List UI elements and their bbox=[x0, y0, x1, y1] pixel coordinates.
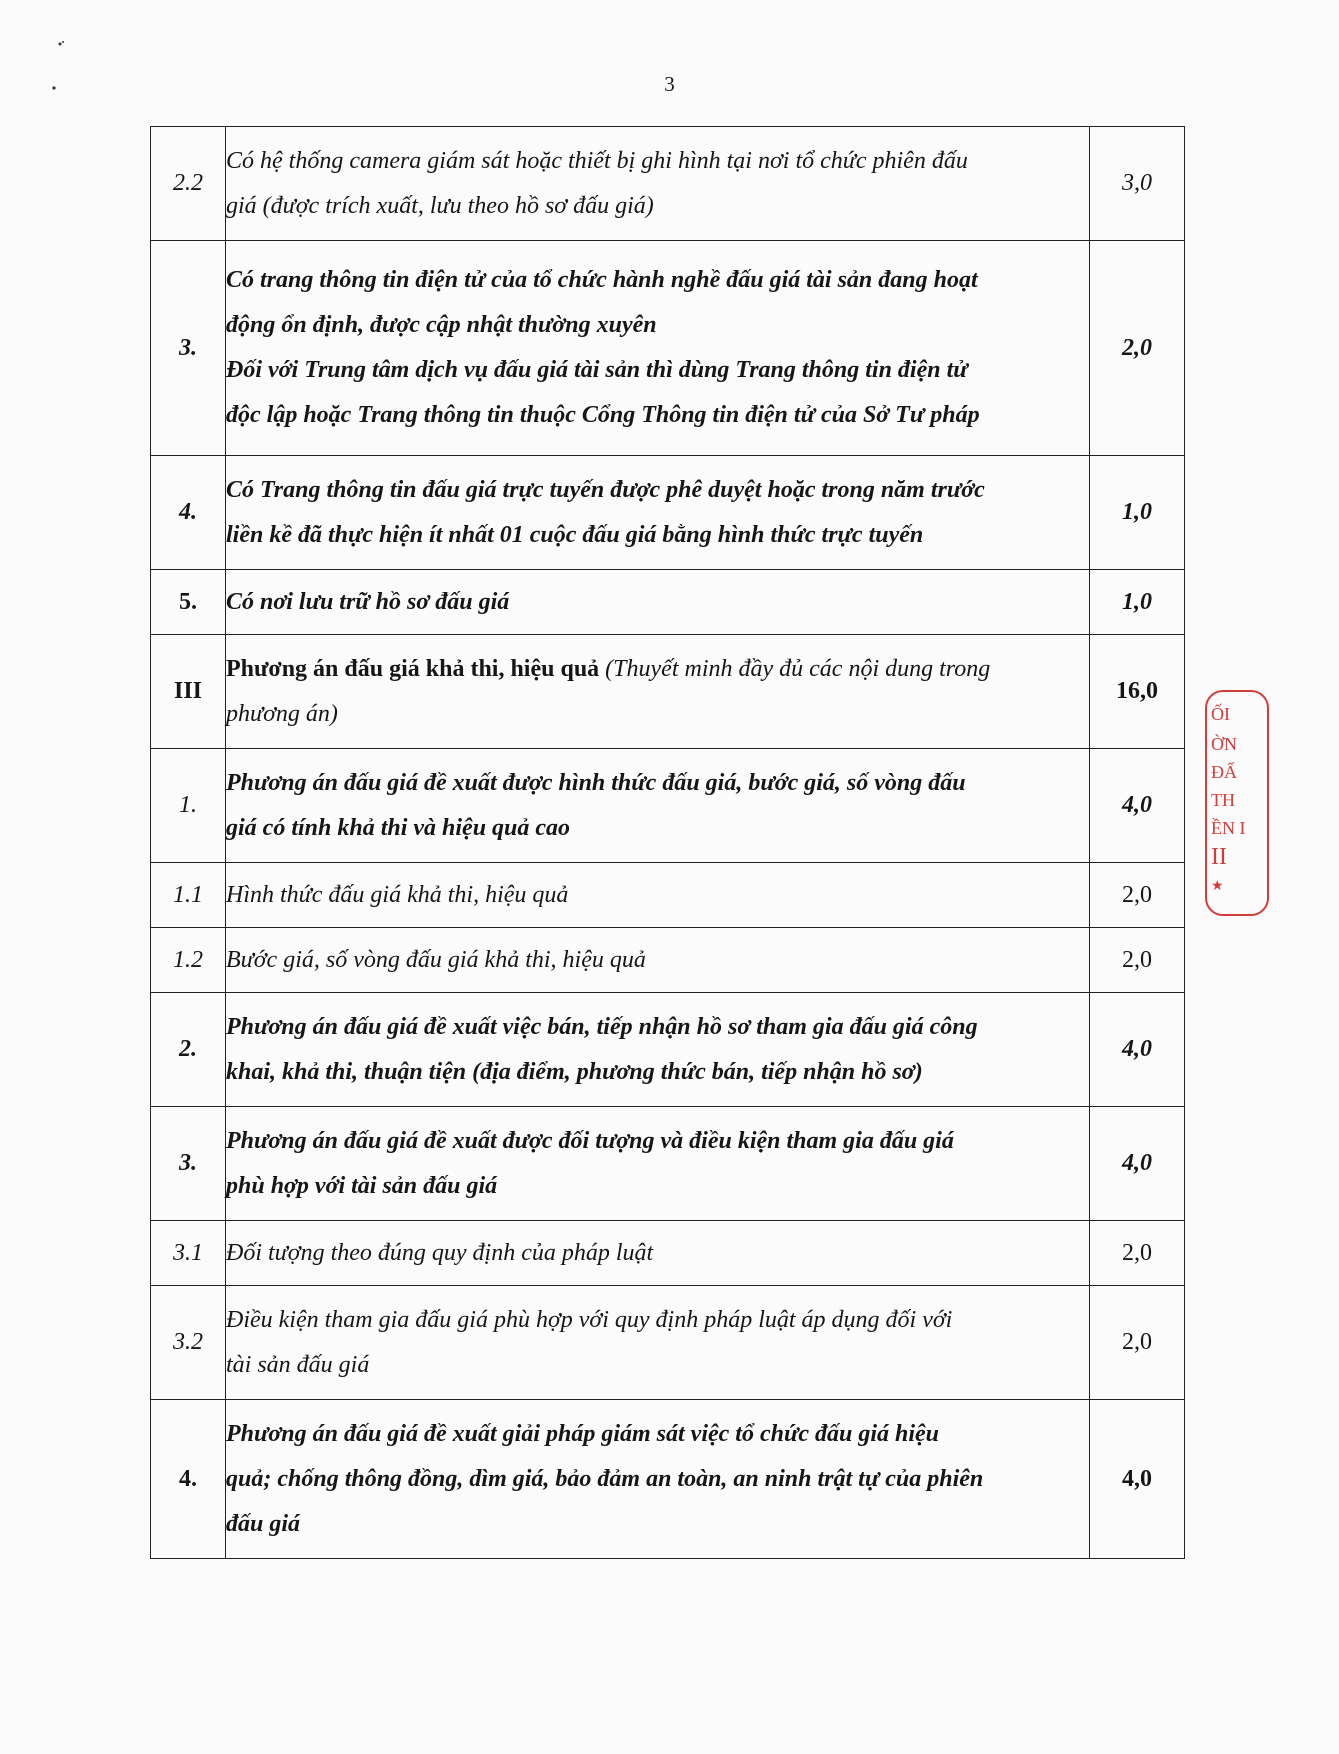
criteria-table bbox=[150, 126, 1185, 1559]
row-number: 2. bbox=[151, 993, 226, 1107]
row-number: 2.2 bbox=[151, 127, 226, 241]
row-score: 4,0 bbox=[1090, 1107, 1185, 1221]
table-row bbox=[151, 928, 1185, 993]
table-row bbox=[151, 1221, 1185, 1286]
seal-stamp bbox=[1205, 690, 1246, 912]
row-number: 4. bbox=[151, 456, 226, 570]
row-score: 2,0 bbox=[1090, 1286, 1185, 1400]
table-row bbox=[151, 1400, 1185, 1559]
row-number: 1.2 bbox=[151, 928, 226, 993]
row-score: 4,0 bbox=[1090, 1400, 1185, 1559]
row-content: Có Trang thông tin đấu giá trực tuyến được phê duyệt hoặc trong năm trước liền kề đã thực hiện ít nhất 01 cuộc đấu giá bằng hình thức trực tuyến bbox=[226, 456, 1090, 570]
table-row bbox=[151, 635, 1185, 749]
page-number: 3 bbox=[664, 72, 675, 96]
row-score: 16,0 bbox=[1090, 635, 1185, 749]
row-score: 2,0 bbox=[1090, 928, 1185, 993]
row-score: 2,0 bbox=[1090, 863, 1185, 928]
row-content: Phương án đấu giá đề xuất được đối tượng và điều kiện tham gia đấu giá phù hợp với tài sản đấu giá bbox=[226, 1107, 1090, 1221]
row-number: 4. bbox=[151, 1400, 226, 1559]
row-score: 2,0 bbox=[1090, 241, 1185, 456]
row-content: Có nơi lưu trữ hồ sơ đấu giá bbox=[226, 570, 1090, 635]
row-content: Phương án đấu giá đề xuất được hình thức đấu giá, bước giá, số vòng đấu giá có tính khả thi và hiệu quả cao bbox=[226, 749, 1090, 863]
row-content: Đối tượng theo đúng quy định của pháp luật bbox=[226, 1221, 1090, 1286]
row-score: 4,0 bbox=[1090, 749, 1185, 863]
row-content: Có hệ thống camera giám sát hoặc thiết bị ghi hình tại nơi tổ chức phiên đấu giá (được trích xuất, lưu theo hồ sơ đấu giá) bbox=[226, 127, 1090, 241]
seal-text: ỜN bbox=[1211, 734, 1237, 754]
row-content: Điều kiện tham gia đấu giá phù hợp với quy định pháp luật áp dụng đối với tài sản đấu giá bbox=[226, 1286, 1090, 1400]
scan-specks bbox=[48, 38, 78, 98]
table-row bbox=[151, 1286, 1185, 1400]
row-content: Bước giá, số vòng đấu giá khả thi, hiệu quả bbox=[226, 928, 1090, 993]
table-row bbox=[151, 241, 1185, 456]
seal-text: ỀN I bbox=[1211, 818, 1246, 838]
row-number: 3.1 bbox=[151, 1221, 226, 1286]
table-row bbox=[151, 127, 1185, 241]
seal-text: II bbox=[1211, 844, 1227, 870]
table-row bbox=[151, 863, 1185, 928]
star-icon: ★ bbox=[1211, 879, 1224, 894]
table-row bbox=[151, 1107, 1185, 1221]
row-number: 5. bbox=[151, 570, 226, 635]
row-content: Phương án đấu giá đề xuất việc bán, tiếp nhận hồ sơ tham gia đấu giá công khai, khả thi, thuận tiện (địa điểm, phương thức bán, tiếp nhận hồ sơ) bbox=[226, 993, 1090, 1107]
row-number: 3. bbox=[151, 1107, 226, 1221]
row-content: Hình thức đấu giá khả thi, hiệu quả bbox=[226, 863, 1090, 928]
seal-text: ỐI bbox=[1211, 704, 1230, 724]
row-number: III bbox=[151, 635, 226, 749]
table-row bbox=[151, 749, 1185, 863]
row-number: 1.1 bbox=[151, 863, 226, 928]
seal-text: TH bbox=[1211, 790, 1235, 810]
row-content: Có trang thông tin điện tử của tổ chức hành nghề đấu giá tài sản đang hoạt động ổn định, được cập nhật thường xuyên Đối với Trung tâm dịch vụ đấu giá tài sản thì dùng Trang thông tin điện tử độc lập hoặc Trang thông tin thuộc Cổng Thông tin điện tử của Sở Tư pháp bbox=[226, 241, 1090, 456]
seal-text: ĐẤ bbox=[1211, 762, 1237, 782]
row-score: 1,0 bbox=[1090, 456, 1185, 570]
row-score: 1,0 bbox=[1090, 570, 1185, 635]
row-number: 3.2 bbox=[151, 1286, 226, 1400]
row-score: 4,0 bbox=[1090, 993, 1185, 1107]
row-score: 3,0 bbox=[1090, 127, 1185, 241]
table-row bbox=[151, 993, 1185, 1107]
row-content: Phương án đấu giá đề xuất giải pháp giám sát việc tổ chức đấu giá hiệu quả; chống thông đồng, dìm giá, bảo đảm an toàn, an ninh trật tự của phiên đấu giá bbox=[226, 1400, 1090, 1559]
row-score: 2,0 bbox=[1090, 1221, 1185, 1286]
row-number: 3. bbox=[151, 241, 226, 456]
row-number: 1. bbox=[151, 749, 226, 863]
table-row bbox=[151, 570, 1185, 635]
table-row bbox=[151, 456, 1185, 570]
row-content: Phương án đấu giá khả thi, hiệu quả (Thuyết minh đầy đủ các nội dung trong phương án) bbox=[226, 635, 1090, 749]
